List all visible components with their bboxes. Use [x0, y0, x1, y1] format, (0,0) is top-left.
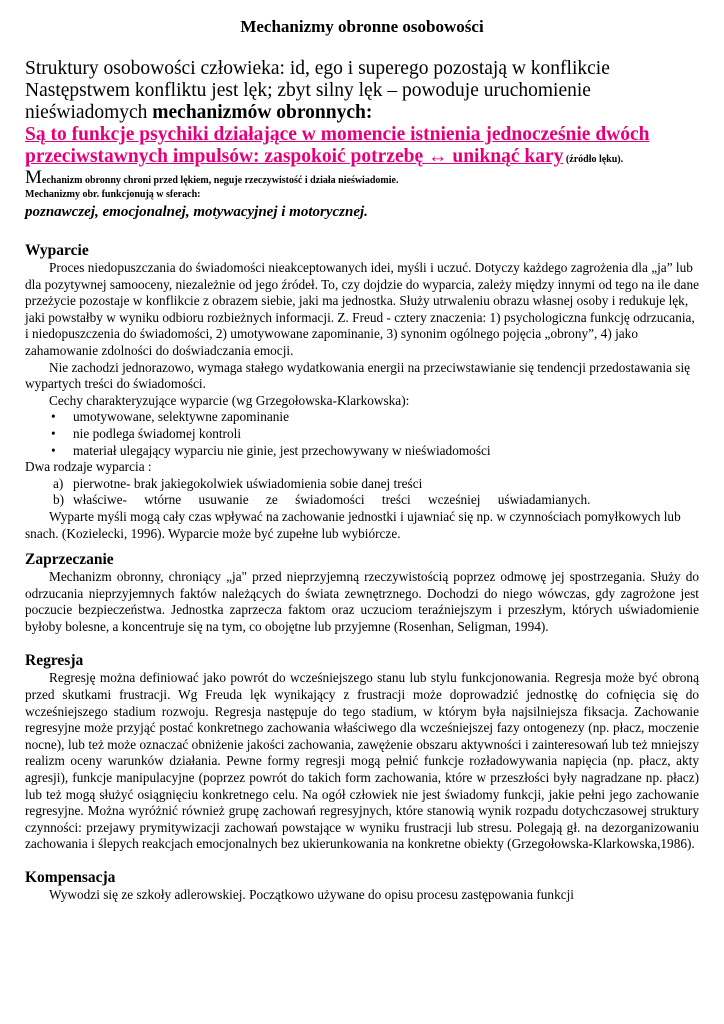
pink-definition	[25, 124, 699, 171]
list-item: • materiał ulegający wyparciu nie ginie, jest przechowywany w nieświadomości	[25, 443, 699, 460]
list-item	[25, 492, 699, 509]
intro-line-3-bold: mechanizmów obronnych:	[152, 102, 373, 123]
spheres-label: Mechanizmy obr. funkcjonują w sferach:	[25, 189, 201, 200]
intro-line-3	[25, 102, 699, 124]
spheres-list: poznawczej, emocjonalnej, motywacyjnej i motorycznej.	[25, 204, 368, 220]
section-kompensacja	[25, 868, 699, 904]
definition-rest: echanizm obronny chroni przed lękiem, neguje rzeczywistość i działa nieświadomie.	[41, 175, 399, 186]
section-heading-regresja: Regresja	[25, 652, 84, 670]
document-page	[25, 0, 699, 904]
section-zaprzeczanie	[25, 550, 699, 635]
intro-line-2: Następstwem konfliktu jest lęk; zbyt silny lęk – powoduje uruchomienie	[25, 80, 591, 101]
document-title: Mechanizmy obronne osobowości	[240, 17, 484, 36]
section-heading-wyparcie: Wyparcie	[25, 242, 89, 259]
wyparcie-paragraph-4: Wyparte myśli mogą cały czas wpływać na zachowanie jednostki i ujawniać się np. w czynnościach pomyłkowych lub snach. (Kozielecki, 1996). Wyparcie może być zupełne lub wybiórcze.	[25, 508, 681, 541]
wyparcie-types-list	[25, 476, 699, 509]
intro-line-3-prefix: nieświadomych	[25, 102, 153, 123]
pink-definition-text: Są to funkcje psychiki działające w momencie istnienia jednocześnie dwóch przeciwstawnych impulsów: zaspokoić potrzebę ↔ uniknąć kary	[25, 124, 650, 167]
list-item-text: właściwe- wtórne usuwanie ze świadomości treści wcześniej uświadamianych.	[73, 492, 591, 508]
wyparcie-types-label: Dwa rodzaje wyparcia :	[25, 459, 152, 475]
section-regresja	[25, 651, 699, 853]
intro-block	[25, 58, 699, 222]
list-marker: a)	[53, 475, 64, 491]
wyparcie-paragraph-1: Proces niedopuszczania do świadomości nieakceptowanych idei, myśli i uczuć. Dotyczy każdego zagrożenia dla „ja” lub dla pozytywnej samooceny, niezależnie od jego źródeł. To, czy dojdzie do wyparcia, zależy między innymi od tego na ile dane przeżycie pozostaje w konflikcie z obrazem siebie, jaki ma jednostka. Służy utrwaleniu obrazu własnej osoby i redukuje lęk, jaki powstałby w wyniku odbioru rozbieżnych informacji. Z. Freud - cztery znaczenia: 1) psychologiczna funkcję odrzucania, i niedopuszczenia do świadomości, 2) umotywowane zapominanie, 3) synonim ogólnego pojęcia „obrony”, 4) jako zahamowanie zdolności do doświadczania emocji.	[25, 260, 700, 358]
wyparcie-paragraph-2: Nie zachodzi jednorazowo, wymaga stałego wydatkowania energii na przeciwstawianie się tendencji przedostawania się wypartych treści do świadomości.	[25, 359, 691, 392]
list-item: • nie podlega świadomej kontroli	[25, 426, 699, 443]
regresja-paragraph: Regresję można definiować jako powrót do wcześniejszego stanu lub stylu funkcjonowania. Regresja może być obroną przed skutkami frustracji. Wg Freuda lęk wynikający z frustracji może doprowadzić jednostkę do cofnięcia się do wcześniejszego stadium rozwoju. Regresja następuje do tego stadium, w którym była najsilniejsza fiksacja. Zachowanie regresyjne może przyjąć postać konkretnego zachowania właściwego dla wcześniejszej fazy ontogenezy (np. płacz, moczenie nocne), lub też może oznaczać obniżenie jakości zachowania, zawężenie obszaru aktywności i zainteresowań lub też mniejszy realizm oceny warunków działania. Pewne formy regresji mogą pełnić funkcje rozładowywania napięcia (np. płacz, akty agresji), funkcje manipulacyjne (poprzez powrót do takich form zachowania, które w przeszłości były nagradzane np. płacz) lub też mogą służyć osiągnięciu konkretnego celu. Na ogół człowiek nie jest świadomy funkcji, jakie pełni jego zachowanie regresyjne. Można wyróżnić również grupę zachowań regresyjnych, które stanowią wynik rozpadu dotychczasowej struktury czynności: przejawy prymitywizacji zachowań powstające w wyniku frustracji lub stresu. Polegają gł. na dezorganizowaniu zachowania i ślepych reakcjach emocjonalnych bez ukierunkowania na konkretne obiekty (Grzegołowska-Klarkowska,1986).	[25, 670, 699, 852]
section-heading-kompensacja: Kompensacja	[25, 869, 116, 886]
intro-line-1: Struktury osobowości człowieka: id, ego i superego pozostają w konflikcie	[25, 58, 610, 79]
list-item: • umotywowane, selektywne zapominanie	[25, 409, 699, 426]
definition-initial: M	[25, 167, 42, 188]
kompensacja-paragraph: Wywodzi się ze szkoły adlerowskiej. Początkowo używane do opisu procesu zastępowania funkcji	[49, 887, 575, 902]
zaprzeczanie-paragraph: Mechanizm obronny, chroniący „ja" przed nieprzyjemną rzeczywistością poprzez odmowę jej spostrzegania. Służy do odrzucania nieprzyjemnych faktów należących do świata zewnętrznego. Dochodzi do niego wówczas, gdy zagrożone jest poczucie bezpieczeństwa. Jednostka zaprzecza faktom oraz uczuciom teraźniejszym i przeszłym, których uświadomienie byłoby bolesne, a koncentruje się na tym, co obojętne lub przyjemne (Rosenhan, Seligman, 1994).	[25, 569, 699, 634]
list-marker: b)	[53, 492, 65, 508]
list-item-text: pierwotne- brak jakiegokolwiek uświadomienia sobie danej treści	[73, 475, 423, 491]
section-wyparcie	[25, 241, 699, 542]
list-item	[25, 476, 699, 493]
source-note: (źródło lęku).	[563, 154, 624, 165]
mechanism-definition	[25, 167, 699, 188]
wyparcie-bullet-list	[25, 409, 699, 459]
section-heading-zaprzeczanie: Zaprzeczanie	[25, 551, 114, 569]
wyparcie-paragraph-3: Cechy charakteryzujące wyparcie (wg Grzegołowska-Klarkowska):	[49, 392, 410, 408]
